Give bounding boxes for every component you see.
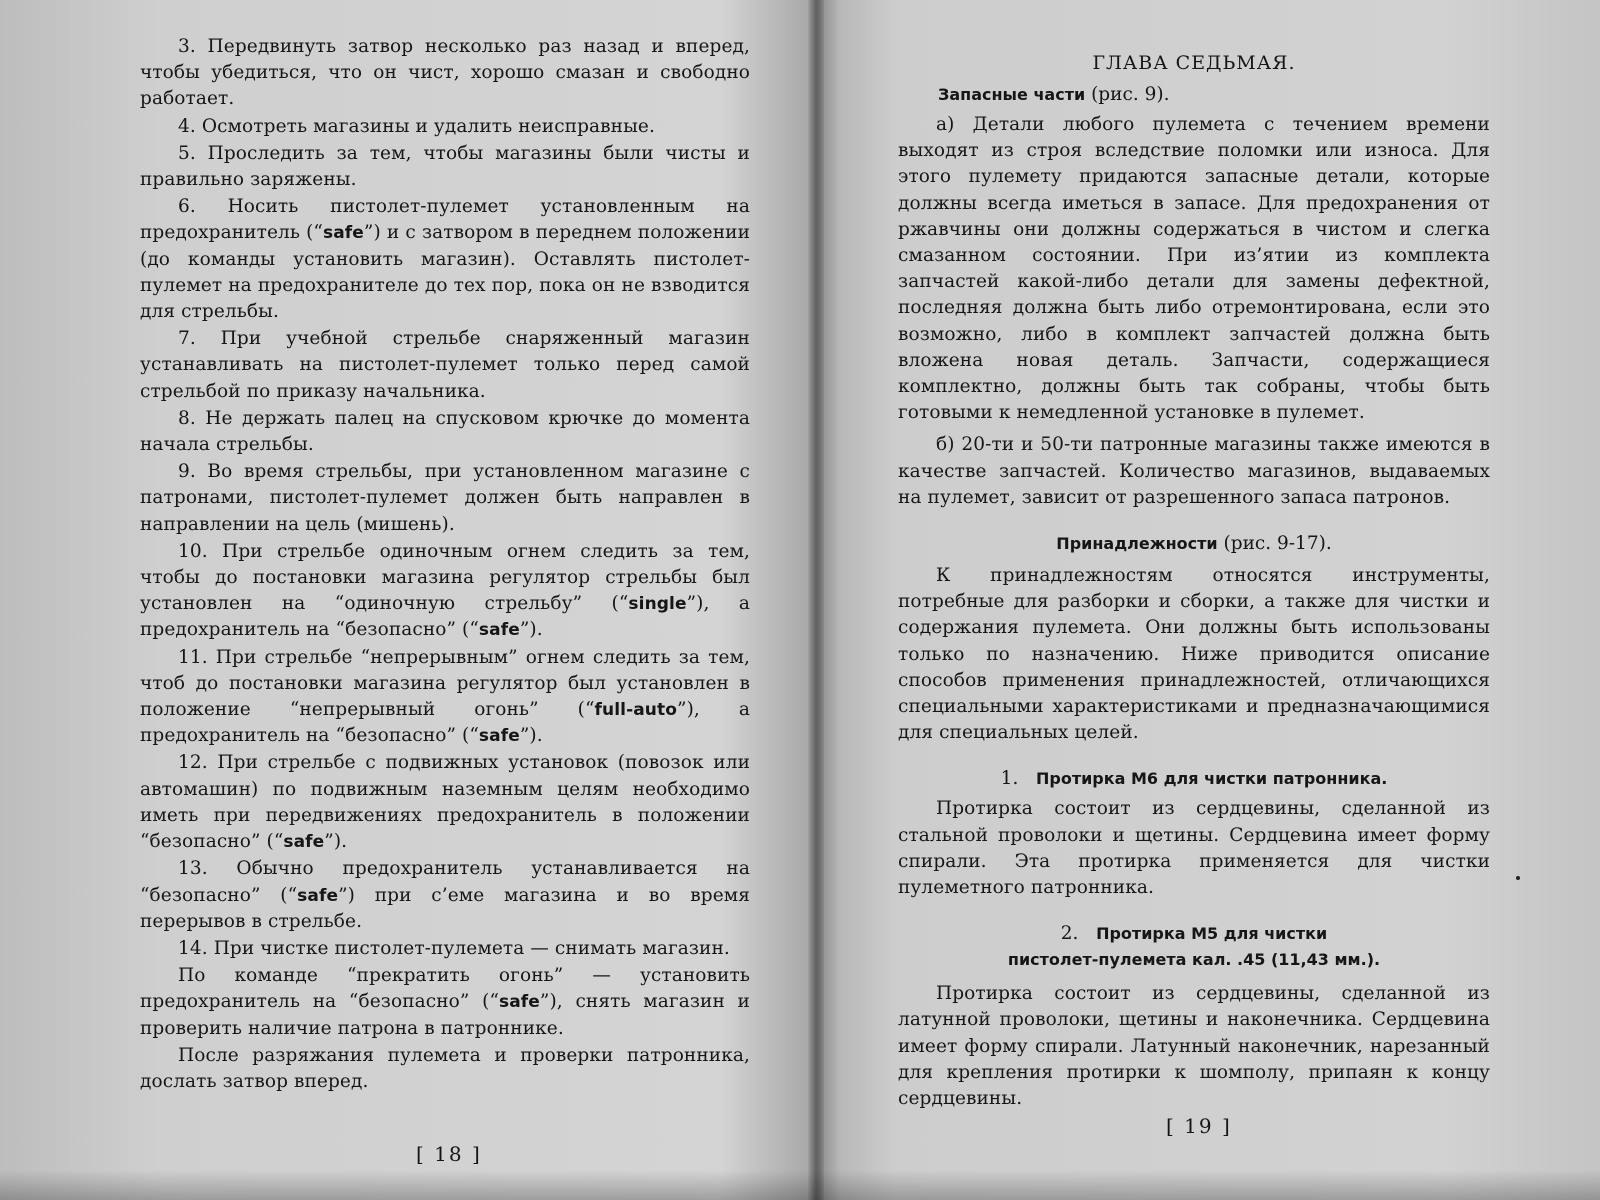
paragraph-p13-segment: safe <box>297 885 339 906</box>
paragraph-p10-segment: single <box>628 594 687 615</box>
paragraph-p10-segment: ”). <box>519 619 543 641</box>
item2-heading-line1 <box>898 921 1490 947</box>
paragraph-p13-segment: ”) при с’еме магазина и во время перерывов в стрельбе. <box>140 884 751 932</box>
paragraph-p11-segment: 11. При стрельбе “непрерывным” огнем следить за тем, чтоб до постановки магазина регулятор был установлен в положение “непрерывный огонь” (“ <box>140 646 750 721</box>
paragraph-p6-segment: 6. Носить пистолет-пулемет установленным на предохранитель (“ <box>140 196 750 244</box>
item1-number: 1. <box>1000 768 1019 790</box>
paragraph-p15-segment: По команде “прекратить огонь” — установить предохранитель на “безопасно” (“ <box>140 965 750 1013</box>
paragraph-p9-segment: 9. Во время стрельбы, при установленном магазине с патронами, пистолет-пулемет должен быть направлен в направлении на цель (мишень). <box>140 461 750 535</box>
item2-title-line1: Протирка М5 для чистки <box>1096 924 1328 944</box>
paragraph-p16 <box>140 1043 750 1095</box>
paragraph-p3 <box>140 34 750 113</box>
paragraph-p4 <box>140 114 750 140</box>
item2-number: 2. <box>1060 923 1079 945</box>
accessories-heading-line <box>898 531 1490 557</box>
paragraph-p12-segment: safe <box>283 832 325 853</box>
paragraph-p10-segment: ”), а предохранитель на “безопасно” (“ <box>140 593 751 641</box>
spare-parts-fig-ref: (рис. 9). <box>1085 84 1170 105</box>
item1-title: Протирка М6 для чистки патронника. <box>1035 769 1388 789</box>
paragraph-p3-segment: 3. Передвинуть затвор несколько раз назад и вперед, чтобы убедиться, что он чист, хорошо смазан и свободно работает. <box>140 36 750 110</box>
paragraph-p5-segment: 5. Проследить за тем, чтобы магазины были чисты и правильно заряжены. <box>140 142 750 191</box>
left-page <box>140 0 750 1200</box>
item2-paragraph: Протирка состоит из сердцевины, сделанной из латунной проволоки, щетины и наконечника. Сердцевина имеет форму спирали. Латунный наконечник, нарезанный для крепления протирки к шомполу, припаян к концу сердцевины. <box>898 983 1490 1110</box>
paragraph-p6-segment: ”) и с затвором в переднем положении (до команды установить магазин). Оставлять пистолет-пулемет на предохранителе до тех пор, пока он не взводится для стрельбы. <box>140 222 750 323</box>
paragraph-p5 <box>140 141 750 193</box>
paragraph-p10-segment: safe <box>478 620 520 641</box>
paragraph-p12-segment: 12. При стрельбе с подвижных установок (повозок или автомашин) по подвижным наземным целям необходимо иметь при передвижениях предохранитель в положении “безопасно” (“ <box>140 752 750 853</box>
page-number-right: [ 19 ] <box>1166 1114 1232 1138</box>
page-number-left: [ 18 ] <box>416 1142 482 1166</box>
item2-heading-line2 <box>898 947 1490 973</box>
accessories-heading: Принадлежности <box>1056 534 1218 554</box>
paragraph-p15-segment: ”), снять магазин и проверить наличие патрона в патроннике. <box>140 991 750 1039</box>
paragraph-p10 <box>140 539 750 644</box>
paragraph-p7-segment: 7. При учебной стрельбе снаряженный магазин устанавливать на пистолет-пулемет только перед самой стрельбой по приказу начальника. <box>140 328 750 402</box>
left-page-text <box>140 34 750 1095</box>
book-gutter <box>808 0 824 1200</box>
item1-heading <box>898 766 1490 792</box>
paragraph-p13 <box>140 856 750 935</box>
paragraph-p6 <box>140 194 750 325</box>
spare-parts-heading-line <box>898 82 1490 108</box>
paragraph-p14 <box>140 936 750 962</box>
paragraph-p9 <box>140 459 750 538</box>
paragraph-p11-segment: safe <box>478 726 520 747</box>
paragraph-p14-segment: 14. При чистке пистолет-пулемета — снимать магазин. <box>178 937 730 959</box>
paragraph-p12 <box>140 750 750 855</box>
item1-paragraph: Протирка состоит из сердцевины, сделанной из стальной проволоки и щетины. Сердцевина имеет форму спирали. Эта протирка применяется для чистки пулеметного патронника. <box>898 798 1490 899</box>
spare-parts-paragraph-b: б) 20-ти и 50-ти патронные магазины также имеются в качестве запчастей. Количество магазинов, выдаваемых на пулемет, зависит от разрешенного запаса патронов. <box>898 434 1490 508</box>
paragraph-p8-segment: 8. Не держать палец на спусковом крючке до момента начала стрельбы. <box>140 407 750 456</box>
paragraph-p16-segment: После разряжания пулемета и проверки патронника, дослать затвор вперед. <box>140 1044 750 1092</box>
paragraph-p15-segment: safe <box>499 992 540 1013</box>
print-speck <box>1516 876 1520 880</box>
item2-title-line2: пистолет-пулемета кал. .45 (11,43 мм.). <box>1007 950 1381 970</box>
paragraph-p6-segment: safe <box>323 223 364 244</box>
paragraph-p11-segment: full-auto <box>594 700 678 721</box>
accessories-paragraph: К принадлежностям относятся инструменты, потребные для разборки и сборки, а также для чистки и содержания пулемета. Они должны быть использованы только по назначению. Ниже приводится описание способов применения принадлежностей, отличающихся специальными характеристиками и предназначающимися для специальных целей. <box>898 565 1490 744</box>
spare-parts-paragraph-a: а) Детали любого пулемета с течением времени выходят из строя вследствие поломки или износа. Для этого пулемету придаются запасные детали, которые должны всегда иметься в запасе. Для предохранения от ржавчины они должны содержаться в чистом и слегка смазанном состоянии. При из’ятии из комплекта запчастей какой-либо детали для замены дефектной, последняя должна быть либо отремонтирована, если это возможно, либо в комплект запчастей должна быть вложена новая деталь. Запчасти, содержащиеся комплектно, должны быть так собраны, чтобы быть готовыми к немедленной установке в пулемет. <box>898 114 1490 424</box>
paragraph-p11-segment: ”), а предохранитель на “безопасно” (“ <box>140 699 750 747</box>
paragraph-p7 <box>140 326 750 405</box>
right-page <box>898 0 1490 1200</box>
paragraph-p13-segment: 13. Обычно предохранитель устанавливается на “безопасно” (“ <box>140 858 750 906</box>
paragraph-p4-segment: 4. Осмотреть магазины и удалить неисправные. <box>178 115 655 137</box>
paragraph-p11-segment: ”). <box>519 725 543 747</box>
chapter-title: ГЛАВА СЕДЬМАЯ. <box>1092 52 1296 74</box>
paragraph-p10-segment: 10. При стрельбе одиночным огнем следить за тем, чтобы до постановки магазина регулятор стрельбы был установлен на “одиночную стрельбу” (“ <box>140 540 750 615</box>
paragraph-p11 <box>140 645 750 750</box>
accessories-fig-ref: (рис. 9-17). <box>1217 533 1332 555</box>
spare-parts-heading: Запасные части <box>938 85 1086 104</box>
paragraph-p8 <box>140 406 750 458</box>
paragraph-p15 <box>140 963 750 1042</box>
paragraph-p12-segment: ”). <box>324 831 348 853</box>
